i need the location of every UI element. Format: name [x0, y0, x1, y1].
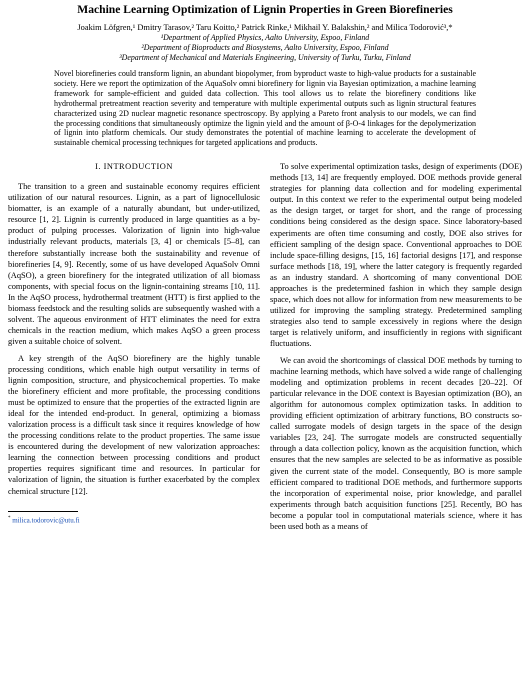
footnote-divider — [8, 511, 78, 512]
footnote-marker: * — [8, 515, 11, 521]
affiliations — [8, 33, 522, 63]
right-column — [270, 161, 522, 538]
intro-paragraph-4: We can avoid the shortcomings of classical DOE methods by turning to machine learning methods, which have solved a wide range of challenging modeling and optimization problems in recent decades [20–22]. Of particular relevance in the DOE context is Bayesian optimization (BO), an algorithm for autonomous complex optimization tasks. In addition to providing efficient optimization of arbitrary functions, BO constructs so-called surrogate models of design targets in the space of the design variables [23, 24]. The surrogate models are constructed sequentially through a data collection policy, known as the acquisition function, which ensures that the new samples are selected to be as informative as possible given the current state of the model. Consequently, BO is more sample efficient compared to traditional DOE methods, and furthermore supports the incorporation of experimental noise, prior knowledge, and parallel experiments through batch acquisition functions [25]. Recently, BO has become a popular tool in computational materials science, where it has been used both as a means of — [270, 356, 522, 531]
section-heading-introduction: I. INTRODUCTION — [95, 162, 173, 172]
paper-title: Machine Learning Optimization of Lignin Properties in Green Biorefineries — [77, 3, 453, 16]
corresponding-author-footnote — [8, 514, 260, 525]
intro-paragraph-1: The transition to a green and sustainable economy requires efficient utilization of our natural resources. Lignin, as a part of lignocellulosic biomatter, is an example of a naturally abundant, but under-utilized, resource [1, 2]. Lignin is currently produced in large quantities as a by-product of pulping processes. Valorization of lignin into high-value industrially relevant products, materials [3, 4] or chemicals [5–8], can therefore substantially increase both the sustainability and revenue of biorefineries [4, 9]. Recently, some of us have developed AquaSolv Omni (AqSO), a green biorefinery for the integrated utilization of all biomass components, with special focus on the lignin-containing streams [10, 11]. In the AqSO process, hydrothermal treatment (HTT) is first applied to the biomass feedstock and the resulting solids are subsequently washed with a solvent. The aqueous environment of HTT eliminates the need for extra chemicals in the reaction medium, which makes AqSO a green process given a suitable choice of solvent. — [8, 182, 260, 346]
left-column — [8, 161, 260, 538]
abstract: Novel biorefineries could transform lignin, an abundant biopolymer, from byproduct waste to high-value products for a sustainable society. Here we report the optimization of the AquaSolv omni biorefinery for lignin via Bayesian optimization, a machine learning framework for sample-efficient and guided data collection. This tool allows us to relate the biorefinery conditions like hydrothermal pretreatment reaction severity and temperature with multiple experimental outputs such as lignin structural features characterized using 2D nuclear magnetic resonance spectroscopy. By applying a Pareto front analysis to our models, we can find the processing conditions that simultaneously optimize the lignin yield and the amount of β-O-4 linkages for the depolymerization of lignin into platform chemicals. Our study demonstrates the potential of machine learning to accelerate the development of sustainable chemical processing techniques for targeted applications and products. — [54, 69, 476, 148]
body-columns — [8, 161, 522, 538]
affiliation-2: ²Department of Bioproducts and Biosystems, Aalto University, Espoo, Finland — [141, 43, 389, 52]
author-list: Joakim Löfgren,¹ Dmitry Tarasov,² Taru Koitto,² Patrick Rinke,¹ Mikhail Y. Balakshin,² and Milica Todorović³,* — [77, 23, 453, 32]
intro-paragraph-3: To solve experimental optimization tasks, design of experiments (DOE) methods [13, 14] are frequently employed. DOE methods provide general strategies for planning data collection and for modeling experimental output. In this context we refer to the experimental output being modeled as the design target, or target for short, and the range of processing conditions being considered as the design space. Since laboratory-based experiments are often time consuming and costly, DOE also strives for efficient sampling of the design space. Conventional approaches to DOE include space-filling designs, [15, 16] factorial designs [17], and response surface methods [18, 19], where the latter category is frequently regarded as an industry standard. A shortcoming of many conventional DOE approaches is the predetermined fashion in which they sample design space, which does not allow for information from new measurements to be utilized for improving the sampling strategy. Predetermined sampling strategies also tend to sample excessively in regions where the design target is relatively uniform, and insufficiently in regions with significant fluctuations. — [270, 162, 522, 348]
intro-paragraph-2: A key strength of the AqSO biorefinery are the highly tunable processing conditions, which enable high output versatility in terms of lignin composition, structure, and physicochemical properties. To make the biorefinery efficient and more profitable, the processing conditions must be optimized to ensure that the properties of the extracted lignin are ideal for the intended end-product. In general, optimizing a biomass valorization process is a difficult task since it requires knowledge of how the processing conditions relate to the product properties. The same issue is encountered during the development of new valorization approaches: learning the connection between processing conditions and product properties requires significant time and resources. In particular for valorization of lignin, the situation is further exacerbated by the complex chemical structure [12]. — [8, 353, 260, 496]
affiliation-1: ¹Department of Applied Physics, Aalto University, Espoo, Finland — [160, 33, 370, 42]
affiliation-3: ³Department of Mechanical and Materials Engineering, University of Turku, Turku, Finland — [119, 53, 411, 62]
author-email-link[interactable]: milica.todorovic@utu.fi — [12, 515, 80, 524]
